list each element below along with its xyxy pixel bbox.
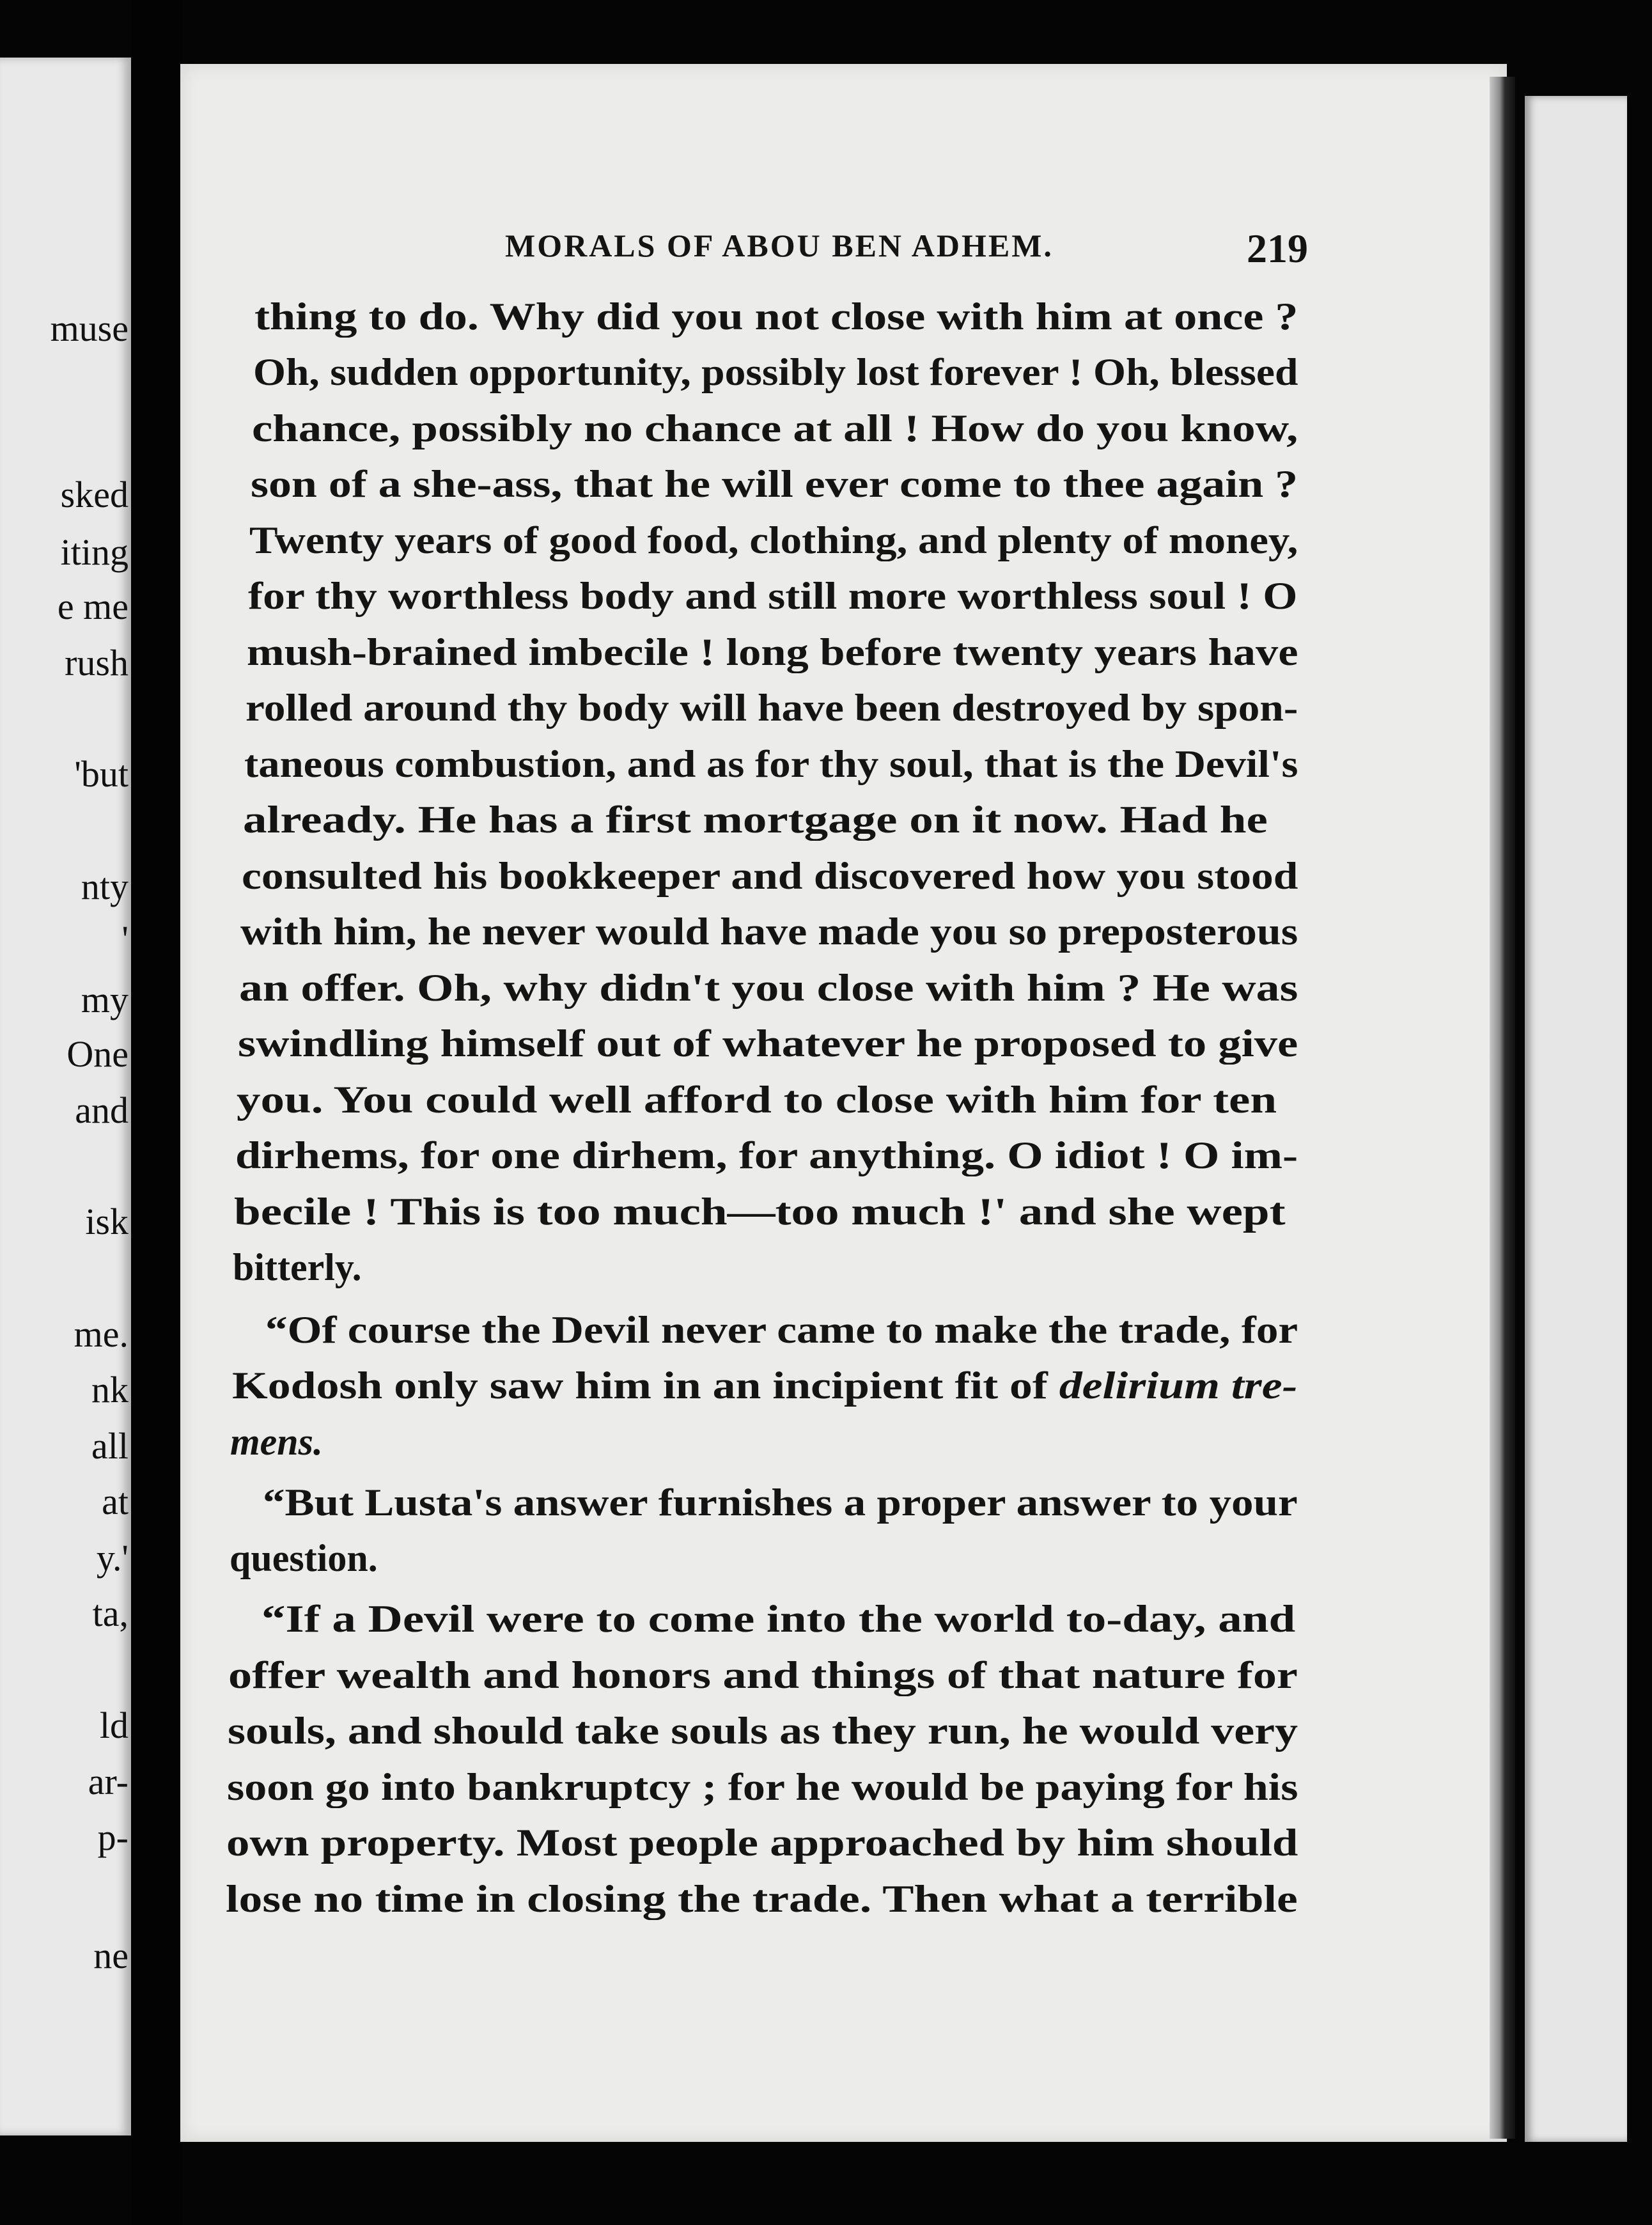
left-line: ld [99,1705,129,1746]
text-line: already. He has a first mortgage on it now. Had he [243,799,1268,841]
left-line: nk [91,1369,129,1410]
left-line: p- [97,1816,129,1858]
page-edge-shadow [1490,77,1515,2139]
text-line: Oh, sudden opportunity, possibly lost forever ! Oh, blessed [253,351,1298,393]
text-line: question. [230,1537,378,1579]
text-line: offer wealth and honors and things of that nature for [228,1654,1298,1696]
left-line: isk [85,1201,129,1242]
text-line: mush-brained imbecile ! long before twenty years have [247,631,1298,673]
left-line: my [81,979,129,1020]
left-line: ta, [92,1593,129,1634]
left-line: y.' [96,1537,129,1579]
left-line: at [102,1481,129,1522]
text-line: rolled around thy body will have been destroyed by spon- [245,687,1298,729]
text-line: son of a she-ass, that he will ever come to thee again ? [251,463,1298,505]
text-line: “But Lusta's answer furnishes a proper answer to your [263,1481,1298,1524]
next-page-edge [1525,96,1627,2142]
left-line: 'but [74,753,129,795]
left-line: iting [60,531,129,573]
text-line [232,1366,1297,1405]
text-line: Twenty years of good food, clothing, and plenty of money, [249,519,1298,561]
text-line: soon go into bankruptcy ; for he would be paying for his [227,1766,1298,1808]
text-line: swindling himself out of whatever he proposed to give [238,1022,1298,1065]
text-line: an offer. Oh, why didn't you close with him ? He was [239,967,1298,1009]
text-line: thing to do. Why did you not close with him at once ? [254,295,1298,338]
left-line: rush [65,642,129,683]
running-head: MORALS OF ABOU BEN ADHEM. [505,228,1054,263]
left-line: ar- [88,1761,129,1802]
text-line: “Of course the Devil never came to make the trade, for [265,1309,1298,1351]
text-line: you. You could well afford to close with him for ten [237,1079,1277,1121]
left-line: muse [50,308,129,349]
left-line: all [91,1425,129,1467]
text-line: becile ! This is too much—too much !' and she wept [234,1191,1286,1233]
left-line: me. [74,1313,129,1355]
text-line: own property. Most people approached by him should [226,1822,1298,1864]
left-line: sked [60,474,129,515]
left-line: One [66,1033,129,1075]
book-gutter [131,0,182,2225]
text-line: souls, and should take souls as they run, he would very [228,1710,1298,1752]
text-line: chance, possibly no chance at all ! How do you know, [252,407,1298,449]
left-line: e me [57,586,129,627]
page-number: 219 [1247,226,1308,271]
left-line: and [75,1089,129,1131]
text-line: taneous combustion, and as for thy soul, that is the Devil's [244,743,1298,785]
text-line: bitterly. [233,1246,362,1288]
text-line: with him, he never would have made you so preposterous [240,910,1298,953]
left-line: nty [81,866,129,907]
text-line: consulted his bookkeeper and discovered how you stood [242,855,1298,897]
text-line: dirhems, for one dirhem, for anything. O idiot ! O im- [235,1134,1298,1176]
italic-phrase: delirium tre- [1059,1364,1298,1407]
text-line-roman: Kodosh only saw him in an incipient fit of [232,1364,1059,1407]
text-line: lose no time in closing the trade. Then what a terrible [226,1878,1298,1920]
text-line: mens. [230,1421,323,1463]
text-line: “If a Devil were to come into the world to-day, and [261,1598,1296,1640]
previous-page-fragment [0,58,131,2135]
left-line: ne [93,1935,129,1976]
text-line: for thy worthless body and still more worthless soul ! O [248,575,1298,617]
left-line: ' [121,918,129,960]
